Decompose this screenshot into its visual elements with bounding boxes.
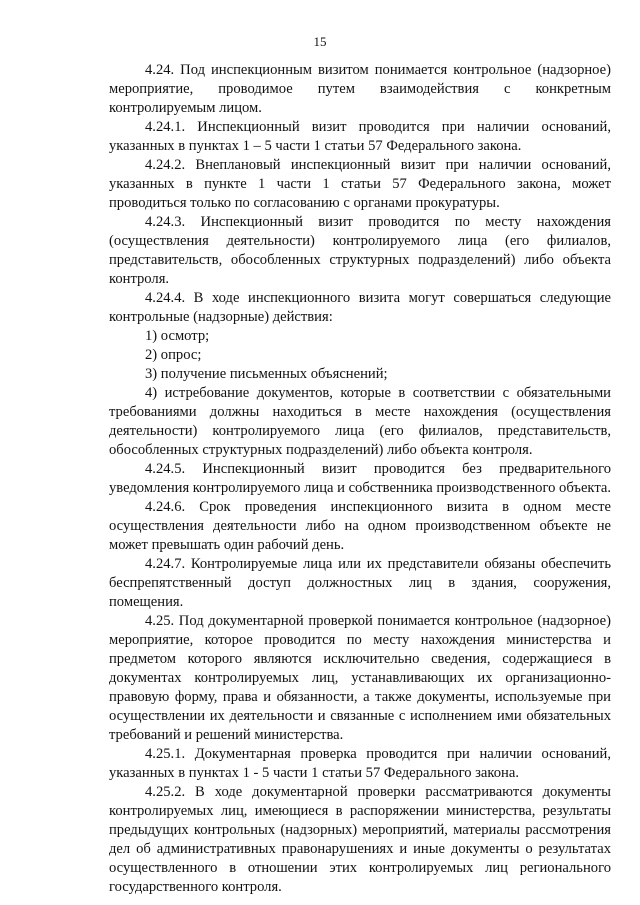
paragraph-4-25-2: 4.25.2. В ходе документарной проверки рассматриваются документы контролируемых лиц, имеющиеся в распоряжении министерства, результаты предыдущих контрольных (надзорных) мероприятий, материалы рассмотрения дел об административных правонарушениях и иные документы о результатах осуществленного в отношении этих контролируемых лиц регионального государственного контроля. — [109, 784, 611, 895]
paragraph-4-24-7: 4.24.7. Контролируемые лица или их представители обязаны обеспечить беспрепятственный доступ должностных лиц в здания, сооружения, помещения. — [109, 556, 611, 610]
list-item-4: 4) истребование документов, которые в соответствии с обязательными требованиями должны находиться в месте нахождения (осуществления деятельности) контролируемого лица (его филиалов, представительств, обособленных структурных подразделений) либо объекта контроля. — [109, 385, 611, 458]
list-item-3: 3) получение письменных объяснений; — [145, 366, 388, 382]
list-item-2: 2) опрос; — [145, 347, 202, 363]
paragraph-4-25-1: 4.25.1. Документарная проверка проводится при наличии оснований, указанных в пунктах 1 - 5 части 1 статьи 57 Федерального закона. — [109, 746, 611, 781]
page-number: 15 — [313, 34, 327, 49]
paragraph-4-24-6: 4.24.6. Срок проведения инспекционного визита в одном месте осуществления деятельности либо на одном производственном объекте не может превышать один рабочий день. — [109, 499, 611, 553]
document-body — [109, 61, 611, 897]
paragraph-4-25: 4.25. Под документарной проверкой понимается контрольное (надзорное) мероприятие, которое проводится по месту нахождения министерства и предметом которого являются исключительно сведения, содержащиеся в документах контролируемых лиц, устанавливающих их организационно-правовую форму, права и обязанности, а также документы, используемые при осуществлении их деятельности и связанные с исполнением ими обязательных требований и решений министерства. — [109, 613, 611, 743]
paragraph-4-24-3: 4.24.3. Инспекционный визит проводится по месту нахождения (осуществления деятельности) контролируемого лица (его филиалов, представительств, обособленных структурных подразделений) либо объекта контроля. — [109, 214, 611, 287]
paragraph-4-24-1: 4.24.1. Инспекционный визит проводится при наличии оснований, указанных в пунктах 1 – 5 части 1 статьи 57 Федерального закона. — [109, 119, 611, 154]
paragraph-4-24-5: 4.24.5. Инспекционный визит проводится без предварительного уведомления контролируемого лица и собственника производственного объекта. — [109, 461, 612, 496]
paragraph-4-24-2: 4.24.2. Внеплановый инспекционный визит при наличии оснований, указанных в пункте 1 части 1 статьи 57 Федерального закона, может проводиться только по согласованию с органами прокуратуры. — [109, 157, 611, 211]
paragraph-4-24: 4.24. Под инспекционным визитом понимается контрольное (надзорное) мероприятие, проводимое путем взаимодействия с конкретным контролируемым лицом. — [109, 62, 611, 116]
list-item-1: 1) осмотр; — [145, 328, 210, 344]
paragraph-4-24-4: 4.24.4. В ходе инспекционного визита могут совершаться следующие контрольные (надзорные) действия: — [109, 290, 611, 325]
